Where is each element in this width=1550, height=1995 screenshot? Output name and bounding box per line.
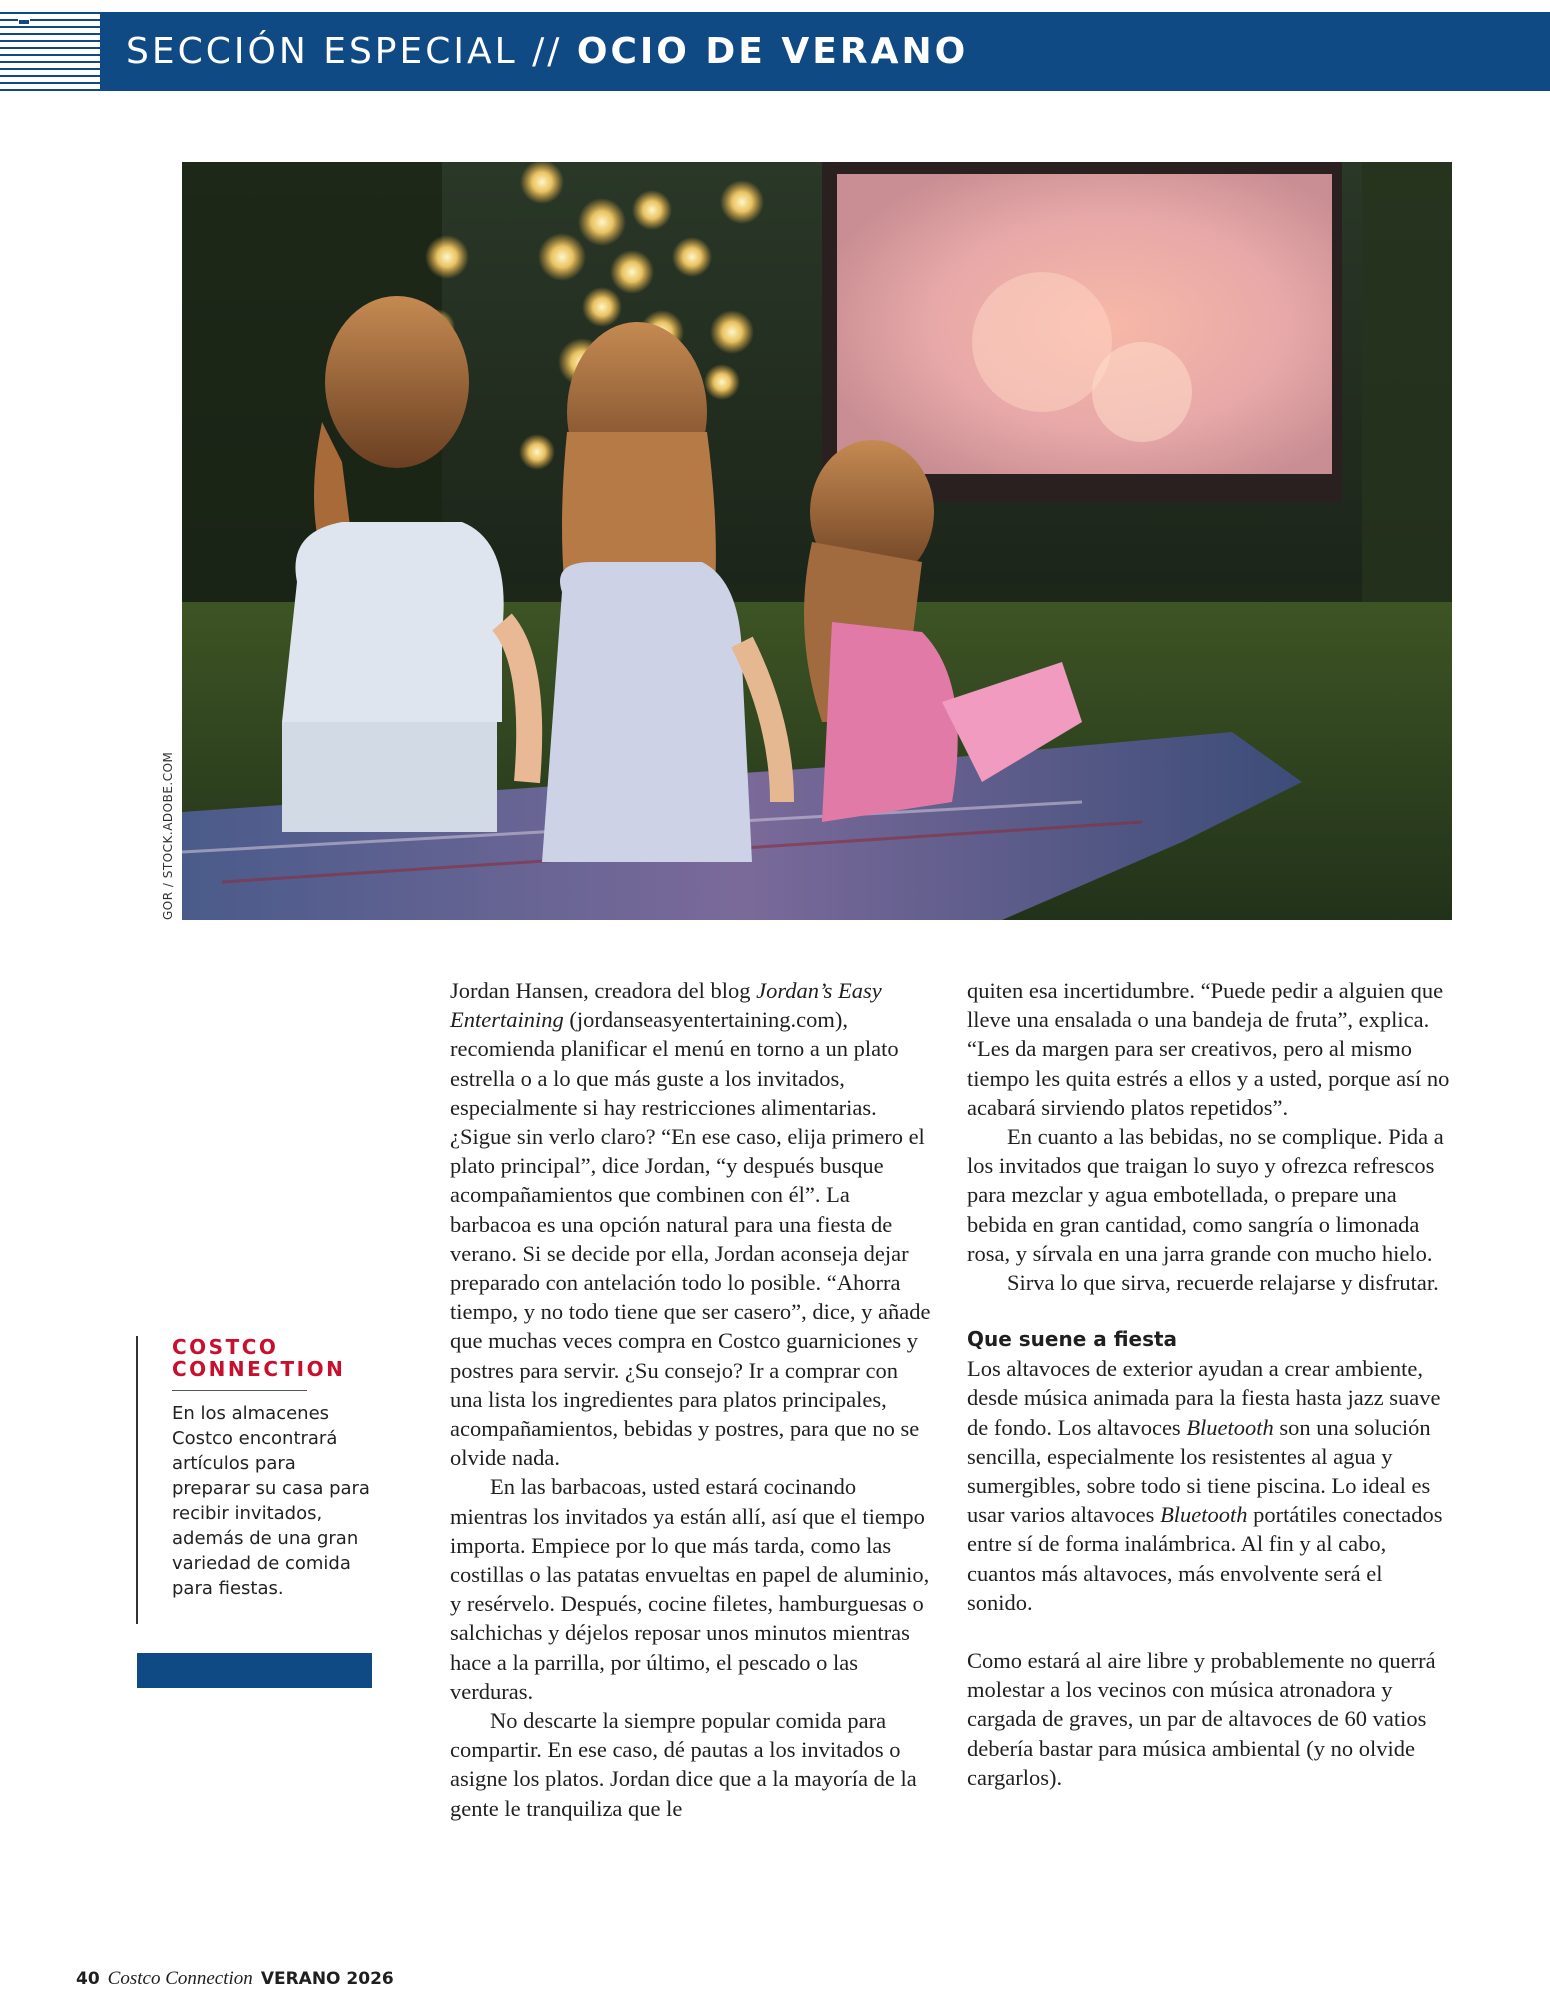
logo-line-2: CONNECTION — [172, 1357, 346, 1381]
article-paragraph: En cuanto a las bebidas, no se complique. Pida a los invitados que traigan lo suyo y ofrezca refrescos para mezclar y agua embotellada, o prepare una bebida en gran cantidad, como sangría o limonada rosa, y sírvala en una jarra grande con mucho hielo. — [967, 1124, 1444, 1266]
article-subheading: Que suene a fiesta — [967, 1327, 1178, 1352]
header-mark — [18, 19, 30, 25]
paragraph-text: portátiles conectados entre sí de forma inalámbrica. Al fin y al cabo, cuantos más altavoces, más envolvente será el sonido. — [967, 1502, 1443, 1615]
header-stripes — [0, 12, 100, 91]
section-header — [100, 12, 1550, 91]
page-number: 40 — [76, 1969, 100, 1989]
article-paragraph: Como estará al aire libre y probablemente no querrá molestar a los vecinos con música atronadora y cargada de graves, un par de altavoces de 60 vatios debería bastar para música ambiental (y no olvide cargarlos). — [967, 1648, 1436, 1790]
article-paragraph — [450, 976, 936, 1472]
article-paragraph: No descarte la siempre popular comida para compartir. En ese caso, dé pautas a los invitados o asigne los platos. Jordan dice que a la mayoría de la gente le tranquiliza que le — [450, 1708, 917, 1821]
section-title-bold: OCIO DE VERANO — [576, 31, 969, 72]
article-paragraph: En las barbacoas, usted estará cocinando mientras los invitados ya están allí, así que el tiempo importa. Empiece por lo que más tarda, como las costillas o las patatas envueltas en papel de aluminio, y resérvelo. Después, cocine filetes, hamburguesas o salchichas y déjelos reposar unos minutos mientras hace a la parrilla, por último, el pescado o las verduras. — [450, 1474, 930, 1704]
article-paragraph — [967, 1354, 1453, 1617]
bluetooth-term: Bluetooth — [1160, 1502, 1248, 1528]
photo-credit: GOR / STOCK.ADOBE.COM — [161, 751, 175, 920]
logo-line-1: COSTCO — [172, 1335, 279, 1359]
section-title — [126, 12, 968, 91]
paragraph-text: son una solución sencilla, especialmente los resistentes al agua y sumergibles, sobre todo si tiene piscina. Lo ideal es usar varios altavoces — [967, 1414, 1431, 1528]
sidebar-divider — [172, 1390, 307, 1391]
sidebar-text: En los almacenes Costco encontrará artículos para preparar su casa para recibir invitados, además de una gran variedad de comida para fiestas. — [172, 1403, 370, 1599]
paragraph-text: Los altavoces de exterior ayudan a crear ambiente, desde música animada para la fiesta hasta jazz suave de fondo. Los altavoces — [967, 1356, 1441, 1440]
article-paragraph: quiten esa incertidumbre. “Puede pedir a alguien que lleve una ensalada o una bandeja de fruta”, explica. “Les da margen para ser creativos, pero al mismo tiempo les quita estrés a ellos y a usted, porque así no acabará sirviendo platos repetidos”. — [967, 978, 1450, 1120]
section-title-light: SECCIÓN ESPECIAL // — [126, 31, 563, 72]
article-paragraph: Sirva lo que sirva, recuerde relajarse y disfrutar. — [1007, 1270, 1439, 1296]
sidebar-bar — [137, 1653, 372, 1688]
page-footer — [76, 1968, 394, 1990]
paragraph-text: (jordanseasyentertaining.com), recomienda planificar el menú en torno a un plato estrella o a lo que más guste a los invitados, especialmente si hay restricciones alimentarias. ¿Sigue sin verlo claro? “En ese caso, elija primero el plato principal”, dice Jordan, “y después busque acompañamientos que combinen con él”. La barbacoa es una opción natural para una fiesta de verano. Si se decide por ella, Jordan aconseja dejar preparado con antelación todo lo posible. “Ahorra tiempo, y no todo tiene que ser casero”, dice, y añade que muchas veces compra en Costco guarniciones y postres para servir. ¿Su consejo? Ir a comprar con una lista los ingredientes para platos principales, acompañamientos, bebidas y postres, para que no se olvide nada. — [450, 1007, 931, 1471]
costco-connection-sidebar — [136, 1336, 374, 1624]
hero-photo-illustration — [182, 162, 1452, 920]
costco-connection-logo — [172, 1336, 374, 1380]
article-column-1 — [450, 976, 936, 1823]
magazine-name: Costco Connection — [107, 1968, 253, 1989]
bluetooth-term: Bluetooth — [1186, 1414, 1274, 1440]
hero-photo — [182, 162, 1452, 920]
blog-name: Jordan’s Easy Entertaining — [450, 978, 882, 1033]
issue-name: VERANO 2026 — [260, 1969, 394, 1989]
article-column-2 — [967, 976, 1453, 1792]
paragraph-text: Jordan Hansen, creadora del blog — [450, 978, 757, 1003]
